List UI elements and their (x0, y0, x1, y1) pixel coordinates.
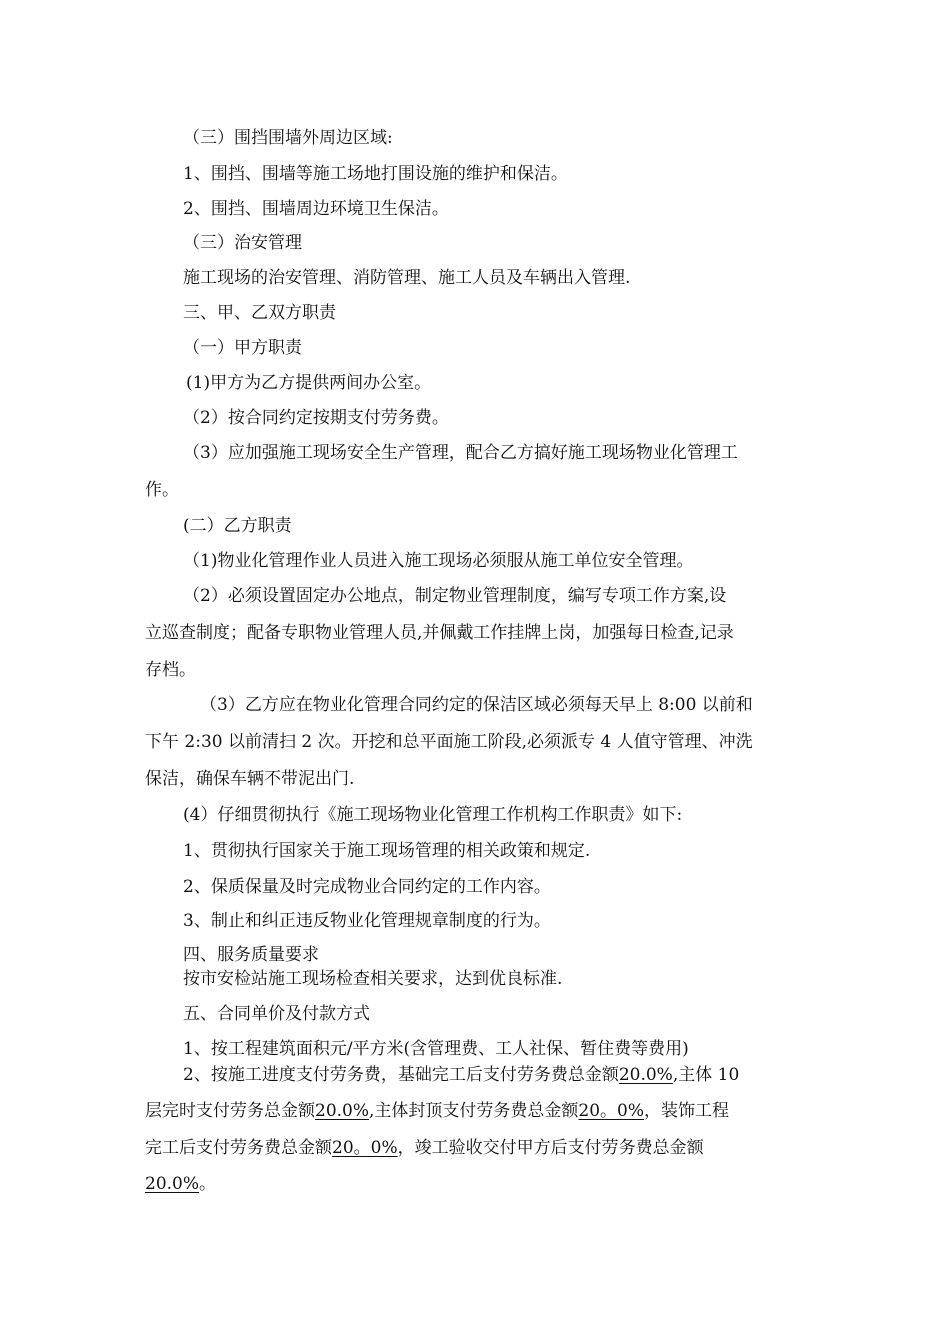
party-b-heading: (二）乙方职责 (183, 516, 292, 536)
party-b-item-1: （1)物业化管理作业人员进入施工现场必须服从施工单位安全管理。 (183, 551, 694, 571)
payment-text: 完工后支付劳务费总金额 (145, 1138, 332, 1158)
party-b-item-2-cont-1: 立巡查制度；配备专职物业管理人员,并佩戴工作挂牌上岗，加强每日检查,记录 (145, 623, 734, 643)
duty-3: 3、制止和纠正违反物业化管理规章制度的行为。 (183, 911, 551, 931)
payment-line-2 (145, 1100, 729, 1122)
payment-text: 层完时支付劳务总金额 (145, 1101, 315, 1121)
payment-text: ，装饰工程 (644, 1101, 730, 1121)
party-b-item-3-cont-1: 下午 2:30 以前清扫 2 次。开挖和总平面施工阶段,必须派专 4 人值守管理、冲洗 (145, 732, 753, 752)
party-a-item-2: （2）按合同约定按期支付劳务费。 (183, 408, 449, 428)
payment-text: ,主体封顶支付劳务费总金额 (369, 1101, 579, 1121)
payment-percent: 20。0% (578, 1101, 645, 1121)
party-a-item-3: （3）应加强施工现场安全生产管理，配合乙方搞好施工现场物业化管理工 (183, 443, 738, 463)
payment-percent: 20。0% (332, 1138, 398, 1158)
payment-text: ，竣工验收交付甲方后支付劳务费总金额 (397, 1138, 704, 1158)
payment-text: 。 (199, 1174, 217, 1194)
section-5-item-1: 1、按工程建筑面积元/平方米(含管理费、工人社保、暂住费等费用) (183, 1039, 689, 1059)
section-5-heading: 五、合同单价及付款方式 (183, 1004, 370, 1024)
payment-text: ,主体 10 (672, 1065, 740, 1085)
security-text: 施工现场的治安管理、消防管理、施工人员及车辆出入管理. (183, 268, 631, 288)
payment-line-1 (183, 1064, 739, 1086)
party-a-heading: （一）甲方职责 (183, 338, 302, 358)
party-b-item-3-cont-2: 保洁，确保车辆不带泥出门. (145, 769, 355, 789)
payment-line-3 (145, 1137, 704, 1159)
party-b-item-2-cont-2: 存档。 (145, 660, 196, 680)
security-heading: （三）治安管理 (183, 233, 302, 253)
section-4-heading: 四、服务质量要求 (183, 945, 319, 965)
payment-percent: 20.0% (618, 1065, 673, 1085)
party-a-item-3-cont: 作。 (145, 480, 179, 500)
party-a-item-1: (1)甲方为乙方提供两间办公室。 (186, 373, 432, 393)
party-b-item-3: （3）乙方应在物业化管理合同约定的保洁区域必须每天早上 8:00 以前和 (200, 695, 753, 715)
clause-3-item-2: 2、围挡、围墙周边环境卫生保洁。 (183, 199, 449, 219)
payment-percent: 20.0% (145, 1174, 200, 1194)
payment-line-4 (145, 1173, 216, 1195)
duty-2: 2、保质保量及时完成物业合同约定的工作内容。 (183, 877, 551, 897)
section-4-text: 按市安检站施工现场检查相关要求，达到优良标准. (183, 969, 563, 989)
clause-3-heading: （三）围挡围墙外周边区域: (183, 128, 393, 148)
payment-text: 2、按施工进度支付劳务费，基础完工后支付劳务费总金额 (183, 1065, 619, 1085)
section-3-heading: 三、甲、乙双方职责 (183, 303, 336, 323)
clause-3-item-1: 1、围挡、围墙等施工场地打围设施的维护和保洁。 (183, 164, 568, 184)
duty-1: 1、贯彻执行国家关于施工现场管理的相关政策和规定. (183, 841, 591, 861)
party-b-item-2: （2）必须设置固定办公地点，制定物业管理制度，编写专项工作方案,设 (183, 586, 727, 606)
payment-percent: 20.0% (315, 1101, 370, 1121)
party-b-item-4: (4）仔细贯彻执行《施工现场物业化管理工作机构工作职责》如下: (183, 805, 683, 825)
